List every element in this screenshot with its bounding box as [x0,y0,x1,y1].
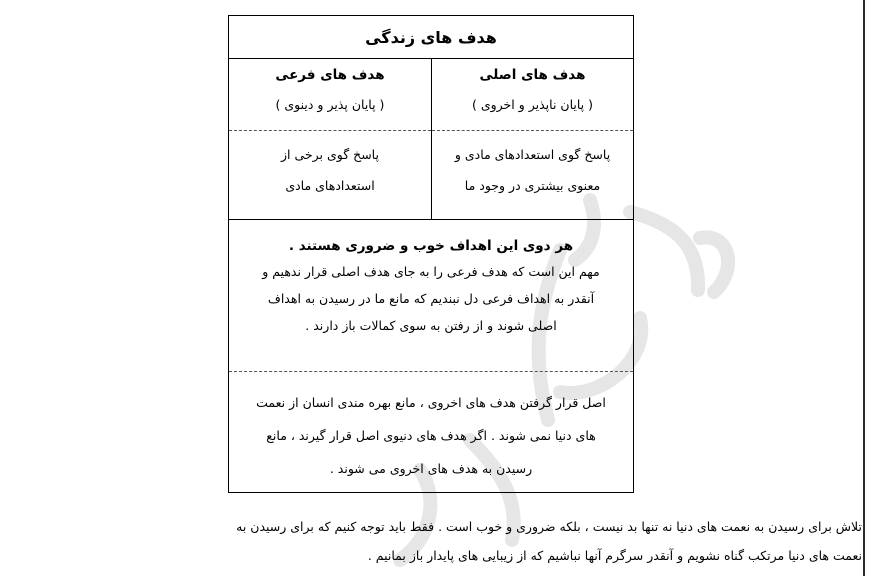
main-goals-line: معنوی بیشتری در وجود ما [464,178,601,193]
shared-note-line: مهم این است که هدف فرعی را به جای هدف اصلی قرار ندهیم و [262,264,600,279]
goals-columns [229,59,633,220]
main-goals-heading: هدف های اصلی [479,67,586,83]
table-title: هدف های زندگی [229,16,633,59]
main-goals-subheading: ( پایان ناپذیر و اخروی ) [471,97,594,112]
footer-paragraph [92,512,862,570]
main-goals-column [431,59,633,219]
life-goals-table [228,15,634,493]
sub-goals-line: پاسخ گوی برخی از [281,147,379,162]
main-goals-line: پاسخ گوی استعدادهای مادی و [454,147,611,162]
afterlife-note-line: های دنیا نمی شوند . اگر هدف های دنیوی اصل قرار گیرند ، مانع [266,428,596,443]
sub-goals-header [229,59,431,131]
afterlife-note-section [229,372,633,485]
footer-line: تلاش برای رسیدن به نعمت های دنیا نه تنها بد نیست ، بلکه ضروری و خوب است . فقط باید توجه کنیم که برای رسیدن به [236,519,862,534]
sub-goals-description [229,131,431,201]
shared-note-bold-line: هر دوی این اهداف خوب و ضروری هستند . [288,238,574,254]
sub-goals-subheading: ( پایان پذیر و دینوی ) [275,97,385,112]
page-edge-line [863,0,865,576]
main-goals-description [432,131,633,201]
afterlife-note-line: رسیدن به هدف های اخروی می شوند . [329,461,533,476]
sub-goals-heading: هدف های فرعی [275,67,385,83]
main-goals-header [432,59,633,131]
shared-note-section [229,220,633,372]
footer-line: نعمت های دنیا مرتکب گناه نشویم و آنقدر سرگرم آنها نباشیم که از زیبایی های پایدار باز بمانیم . [367,548,862,563]
afterlife-note-line: اصل قرار گرفتن هدف های اخروی ، مانع بهره مندی انسان از نعمت [256,395,606,410]
sub-goals-column [229,59,431,219]
shared-note-line: آنقدر به اهداف فرعی دل نبندیم که مانع ما در رسیدن به اهداف [267,291,595,306]
shared-note-line: اصلی شوند و از رفتن به سوی کمالات باز دارند . [305,318,557,333]
sub-goals-line: استعدادهای مادی [285,178,375,193]
